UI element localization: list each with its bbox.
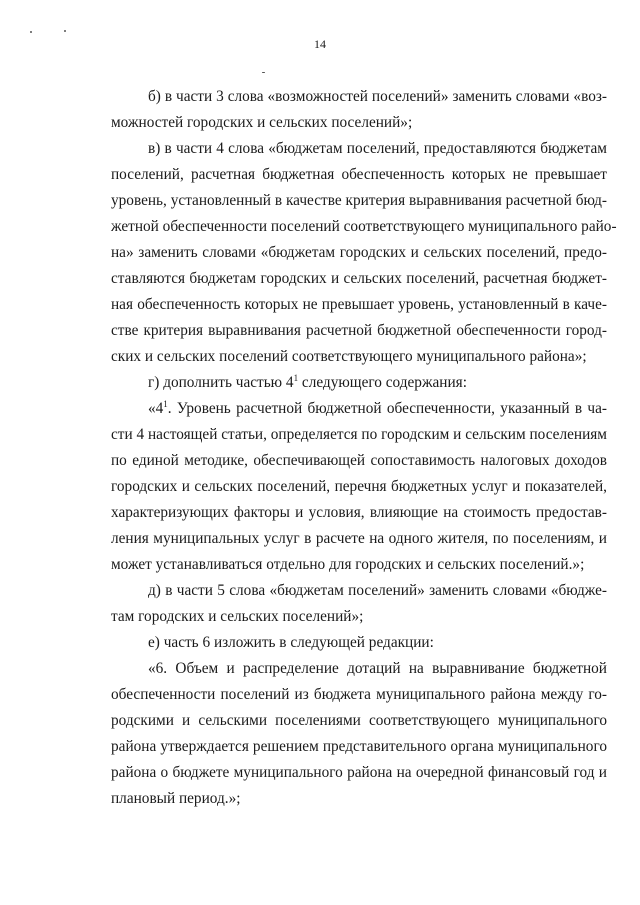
text-line-content: ских и сельских поселений соответствующего муниципального района»; — [111, 348, 587, 365]
text-line — [111, 656, 607, 682]
text-line-content: «4 — [148, 400, 164, 417]
text-line-content: «6. Объем и распределение дотаций на выравнивание бюджетной — [148, 660, 607, 677]
text-line-content: района утверждается решением представительного органа муниципального — [111, 738, 607, 755]
text-line-content: ная обеспеченность которых не превышает уровень, установленный в каче- — [111, 296, 607, 313]
text-line-content: по единой методике, обеспечивающей сопоставимость налоговых доходов — [111, 452, 607, 469]
text-line-content: б) в части 3 слова «возможностей поселений» заменить словами «воз- — [148, 88, 607, 105]
text-line — [111, 240, 607, 266]
text-line-content: обеспеченности поселений из бюджета муниципального района между го- — [111, 686, 607, 703]
text-line — [111, 786, 607, 812]
scan-speck — [30, 31, 32, 33]
text-line-continuation: . Уровень расчетной бюджетной обеспеченности, указанный в ча- — [167, 400, 607, 417]
text-line — [111, 552, 607, 578]
text-line — [111, 84, 607, 110]
text-line — [111, 396, 607, 422]
text-line-content: жетной обеспеченности поселений соответствующего муниципального райо- — [111, 218, 617, 235]
text-line — [111, 318, 607, 344]
text-line — [111, 214, 617, 240]
text-line — [111, 500, 607, 526]
text-line — [111, 188, 607, 214]
text-line-content: стве критерия выравнивания расчетной бюджетной обеспеченности город- — [111, 322, 607, 339]
text-line — [111, 292, 607, 318]
text-line-content: плановый период.»; — [111, 790, 241, 807]
scan-speck — [262, 72, 265, 73]
text-line — [111, 604, 607, 630]
text-line-content: уровень, установленный в качестве критерия выравнивания расчетной бюд- — [111, 192, 607, 209]
text-line — [111, 734, 607, 760]
document-body — [111, 84, 617, 812]
text-line-content: характеризующих факторы и условия, влияющие на стоимость предостав- — [111, 504, 607, 521]
text-line — [111, 526, 607, 552]
text-line — [111, 266, 607, 292]
text-line — [111, 760, 607, 786]
text-line-content: городских и сельских поселений, перечня бюджетных услуг и показателей, — [111, 478, 607, 495]
text-line — [111, 708, 607, 734]
text-line — [111, 110, 607, 136]
text-line — [111, 448, 607, 474]
text-line — [111, 422, 607, 448]
text-line-content: сти 4 настоящей статьи, определяется по городским и сельским поселениям — [111, 426, 607, 443]
text-line-content: поселений, расчетная бюджетная обеспеченность которых не превышает — [111, 166, 607, 183]
text-line-content: родскими и сельскими поселениями соответствующего муниципального — [111, 712, 607, 729]
text-line-content: ления муниципальных услуг в расчете на одного жителя, по поселениям, и — [111, 530, 607, 547]
text-line — [111, 578, 607, 604]
scan-speck — [64, 30, 66, 32]
text-line-content: там городских и сельских поселений»; — [111, 608, 364, 625]
text-line-content: в) в части 4 слова «бюджетам поселений, предоставляются бюджетам — [148, 140, 607, 157]
text-line — [111, 474, 607, 500]
text-line-content: можностей городских и сельских поселений»; — [111, 114, 413, 131]
superscript: 1 — [293, 372, 299, 383]
text-line — [111, 162, 607, 188]
text-line-content: г) дополнить частью 4 — [148, 374, 294, 391]
text-line — [111, 370, 607, 396]
text-line-content: е) часть 6 изложить в следующей редакции: — [148, 634, 434, 651]
text-line — [111, 630, 607, 656]
text-line-content: ставляются бюджетам городских и сельских поселений, расчетная бюджет- — [111, 270, 607, 287]
text-line — [111, 344, 607, 370]
text-line-content: района о бюджете муниципального района на очередной финансовый год и — [111, 764, 607, 781]
text-line-content: может устанавливаться отдельно для городских и сельских поселений.»; — [111, 556, 585, 573]
page-number: 14 — [314, 37, 326, 51]
text-line-continuation: следующего содержания: — [298, 374, 467, 391]
text-line-content: на» заменить словами «бюджетам городских и сельских поселений, предо- — [111, 244, 607, 261]
superscript: 1 — [163, 398, 168, 409]
text-line — [111, 136, 607, 162]
text-line — [111, 682, 607, 708]
text-line-content: д) в части 5 слова «бюджетам поселений» заменить словами «бюдже- — [148, 582, 607, 599]
